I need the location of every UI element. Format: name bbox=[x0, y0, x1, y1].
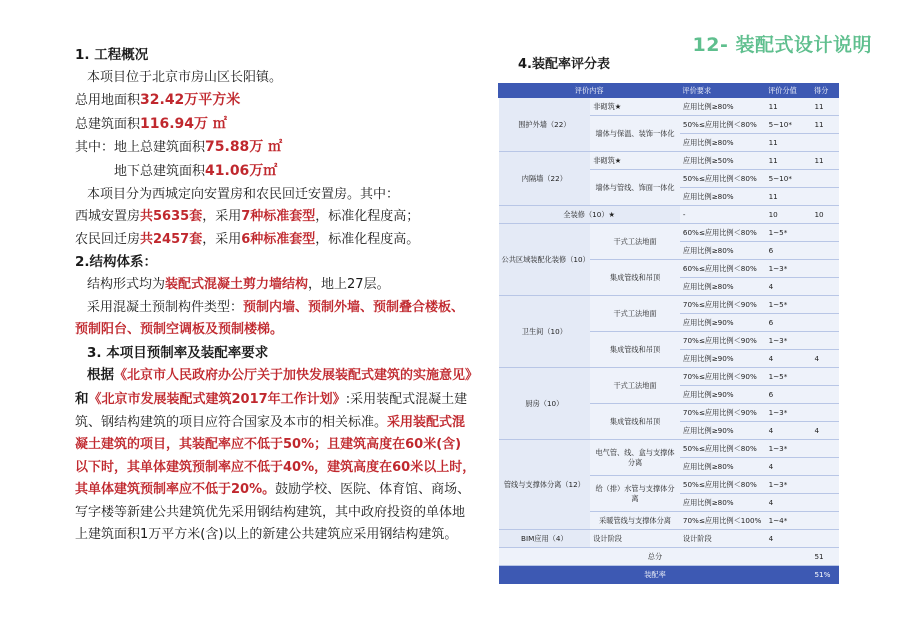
got-cell bbox=[811, 512, 838, 530]
req-cell: 50%≤应用比例＜80% bbox=[680, 116, 766, 134]
header-cell: 评价分值 bbox=[766, 84, 812, 98]
got-cell bbox=[811, 224, 838, 242]
req-cell: 70%≤应用比例＜90% bbox=[680, 404, 766, 422]
text-line: 本项目位于北京市房山区长阳镇。 bbox=[87, 69, 283, 85]
table-row bbox=[499, 368, 839, 386]
category-cell: 公共区域装配化装修（10） bbox=[499, 224, 591, 296]
text-line: 其中：地上总建筑面积75.88万 ㎡ bbox=[75, 139, 283, 156]
table-row bbox=[499, 530, 839, 548]
score-cell: 1~3* bbox=[766, 260, 812, 278]
header-cell: 得分 bbox=[811, 84, 838, 98]
score-cell: 1~5* bbox=[766, 224, 812, 242]
req-cell: 应用比例≥50% bbox=[680, 152, 766, 170]
total-value: 51 bbox=[811, 548, 838, 566]
score-cell: 4 bbox=[766, 494, 812, 512]
table-row bbox=[499, 224, 839, 242]
got-cell: 11 bbox=[811, 116, 838, 134]
got-cell bbox=[811, 296, 838, 314]
category-cell: 围护外墙（22） bbox=[499, 98, 591, 152]
text-line: 以下时，其单体建筑预制率应不低于40%，建筑高度在60米以上时， bbox=[75, 459, 476, 475]
score-cell: 1~3* bbox=[766, 332, 812, 350]
text-line: 上建筑面积1万平方米(含)以上的新建公共建筑应采用钢结构建筑。 bbox=[75, 527, 458, 543]
got-cell bbox=[811, 242, 838, 260]
text-line: 和《北京市发展装配式建筑2017年工作计划》:采用装配式混凝土建 bbox=[75, 390, 468, 407]
req-cell: 应用比例≥80% bbox=[680, 242, 766, 260]
score-cell: 1~4* bbox=[766, 512, 812, 530]
text-line: 采用混凝土预制构件类型：预制内墙、预制外墙、预制叠合楼板、 bbox=[87, 299, 465, 315]
req-cell: 70%≤应用比例＜90% bbox=[680, 296, 766, 314]
item-cell: 集成管线和吊顶 bbox=[590, 260, 680, 296]
score-cell: 6 bbox=[766, 386, 812, 404]
got-cell: 10 bbox=[811, 206, 838, 224]
got-cell bbox=[811, 476, 838, 494]
req-cell: 60%≤应用比例＜80% bbox=[680, 260, 766, 278]
got-cell bbox=[811, 170, 838, 188]
section-3-title: 3. 本项目预制率及装配率要求 bbox=[87, 344, 269, 361]
category-cell: 全装修（10）★ bbox=[499, 206, 680, 224]
category-cell: BIM应用（4） bbox=[499, 530, 591, 548]
req-cell: 50%≤应用比例＜80% bbox=[680, 170, 766, 188]
got-cell bbox=[811, 368, 838, 386]
got-cell bbox=[811, 386, 838, 404]
text-line: 其单体建筑预制率应不低于20%。鼓励学校、医院、体育馆、商场、 bbox=[75, 482, 471, 498]
score-cell: 10 bbox=[766, 206, 812, 224]
req-cell: 应用比例≥90% bbox=[680, 386, 766, 404]
table-row bbox=[499, 440, 839, 458]
text-line: 写字楼等新建公共建筑优先采用钢结构建筑，其中政府投资的单体地 bbox=[75, 504, 466, 520]
req-cell: 60%≤应用比例＜80% bbox=[680, 224, 766, 242]
text-line: 地下总建筑面积41.06万㎡ bbox=[114, 162, 278, 179]
item-cell: 墙体与保温、装饰一体化 bbox=[590, 116, 680, 152]
got-cell bbox=[811, 188, 838, 206]
req-cell: 应用比例≥80% bbox=[680, 98, 766, 116]
section-2-title: 2.结构体系： bbox=[75, 254, 158, 271]
req-cell: 应用比例≥90% bbox=[680, 350, 766, 368]
score-cell: 11 bbox=[766, 98, 812, 116]
req-cell: 50%≤应用比例＜80% bbox=[680, 476, 766, 494]
text-line: 预制阳台、预制空调板及预制楼梯。 bbox=[75, 322, 284, 338]
req-cell: 70%≤应用比例＜90% bbox=[680, 368, 766, 386]
score-cell: 5~10* bbox=[766, 170, 812, 188]
page-title: 12- 装配式设计说明 bbox=[692, 34, 872, 56]
score-cell: 11 bbox=[766, 152, 812, 170]
item-cell: 干式工法地面 bbox=[590, 368, 680, 404]
got-cell bbox=[811, 458, 838, 476]
score-cell: 4 bbox=[766, 350, 812, 368]
got-cell bbox=[811, 494, 838, 512]
rate-value: 51% bbox=[811, 566, 838, 584]
score-cell: 1~3* bbox=[766, 440, 812, 458]
table-row bbox=[499, 296, 839, 314]
req-cell: 应用比例≥90% bbox=[680, 422, 766, 440]
header-cell: 评价要求 bbox=[680, 84, 766, 98]
table-row bbox=[499, 98, 839, 116]
category-cell: 管线与支撑体分离（12） bbox=[499, 440, 591, 530]
text-line: 本项目分为西城定向安置房和农民回迁安置房。其中： bbox=[87, 186, 400, 202]
got-cell bbox=[811, 404, 838, 422]
req-cell: 50%≤应用比例＜80% bbox=[680, 440, 766, 458]
category-cell: 内隔墙（22） bbox=[499, 152, 591, 206]
score-cell: 4 bbox=[766, 458, 812, 476]
req-cell: - bbox=[680, 206, 766, 224]
text-line: 总用地面积32.42万平方米 bbox=[75, 92, 241, 109]
item-cell: 墙体与管线、饰面一体化 bbox=[590, 170, 680, 206]
req-cell: 应用比例≥80% bbox=[680, 278, 766, 296]
req-cell: 70%≤应用比例＜100% bbox=[680, 512, 766, 530]
score-cell: 5~10* bbox=[766, 116, 812, 134]
text-line: 西城安置房共5635套，采用7种标准套型，标准化程度高； bbox=[75, 209, 420, 225]
score-cell: 6 bbox=[766, 314, 812, 332]
category-cell: 卫生间（10） bbox=[499, 296, 591, 368]
got-cell bbox=[811, 314, 838, 332]
item-cell: 采暖管线与支撑体分离 bbox=[590, 512, 680, 530]
score-cell: 1~3* bbox=[766, 404, 812, 422]
score-cell: 1~3* bbox=[766, 476, 812, 494]
item-cell: 电气管、线、盒与支撑体分离 bbox=[590, 440, 680, 476]
item-cell: 非砌筑★ bbox=[590, 152, 680, 170]
score-cell: 4 bbox=[766, 422, 812, 440]
got-cell: 4 bbox=[811, 350, 838, 368]
project-description bbox=[75, 44, 479, 547]
score-cell: 11 bbox=[766, 188, 812, 206]
text-line: 总建筑面积116.94万 ㎡ bbox=[75, 115, 227, 132]
score-cell: 11 bbox=[766, 134, 812, 152]
score-cell: 4 bbox=[766, 530, 812, 548]
table-header-row bbox=[499, 84, 839, 98]
table-title: 4.装配率评分表 bbox=[518, 57, 610, 72]
rate-row bbox=[499, 566, 839, 584]
got-cell bbox=[811, 440, 838, 458]
got-cell bbox=[811, 530, 838, 548]
score-cell: 1~5* bbox=[766, 296, 812, 314]
item-cell: 集成管线和吊顶 bbox=[590, 404, 680, 440]
got-cell bbox=[811, 134, 838, 152]
rate-label: 装配率 bbox=[499, 566, 812, 584]
item-cell: 设计阶段 bbox=[590, 530, 680, 548]
got-cell bbox=[811, 260, 838, 278]
req-cell: 应用比例≥80% bbox=[680, 494, 766, 512]
text-line: 结构形式均为装配式混凝土剪力墙结构，地上27层。 bbox=[87, 276, 390, 292]
text-line: 农民回迁房共2457套，采用6种标准套型，标准化程度高。 bbox=[75, 231, 420, 247]
req-cell: 应用比例≥80% bbox=[680, 458, 766, 476]
got-cell: 11 bbox=[811, 152, 838, 170]
text-line: 根据《北京市人民政府办公厅关于加快发展装配式建筑的实施意见》 bbox=[87, 367, 479, 384]
section-1-title: 1. 工程概况 bbox=[75, 47, 149, 63]
score-cell: 1~5* bbox=[766, 368, 812, 386]
score-cell: 6 bbox=[766, 242, 812, 260]
item-cell: 干式工法地面 bbox=[590, 296, 680, 332]
table-row bbox=[499, 206, 839, 224]
got-cell: 11 bbox=[811, 98, 838, 116]
assembly-rate-score-table bbox=[498, 83, 839, 584]
req-cell: 应用比例≥90% bbox=[680, 314, 766, 332]
got-cell bbox=[811, 332, 838, 350]
item-cell: 给（排）水管与支撑体分离 bbox=[590, 476, 680, 512]
got-cell bbox=[811, 278, 838, 296]
req-cell: 设计阶段 bbox=[680, 530, 766, 548]
req-cell: 应用比例≥80% bbox=[680, 188, 766, 206]
header-cell: 评价内容 bbox=[499, 84, 680, 98]
req-cell: 应用比例≥80% bbox=[680, 134, 766, 152]
category-cell: 厨房（10） bbox=[499, 368, 591, 440]
req-cell: 70%≤应用比例＜90% bbox=[680, 332, 766, 350]
got-cell: 4 bbox=[811, 422, 838, 440]
total-row bbox=[499, 548, 839, 566]
score-cell: 4 bbox=[766, 278, 812, 296]
item-cell: 干式工法地面 bbox=[590, 224, 680, 260]
text-line: 筑、钢结构建筑的项目应符合国家及本市的相关标准。采用装配式混 bbox=[75, 414, 466, 430]
text-line: 凝土建筑的项目，其装配率应不低于50%；且建筑高度在60米(含) bbox=[75, 437, 462, 453]
total-label: 总分 bbox=[499, 548, 812, 566]
item-cell: 集成管线和吊顶 bbox=[590, 332, 680, 368]
table-row bbox=[499, 152, 839, 170]
item-cell: 非砌筑★ bbox=[590, 98, 680, 116]
